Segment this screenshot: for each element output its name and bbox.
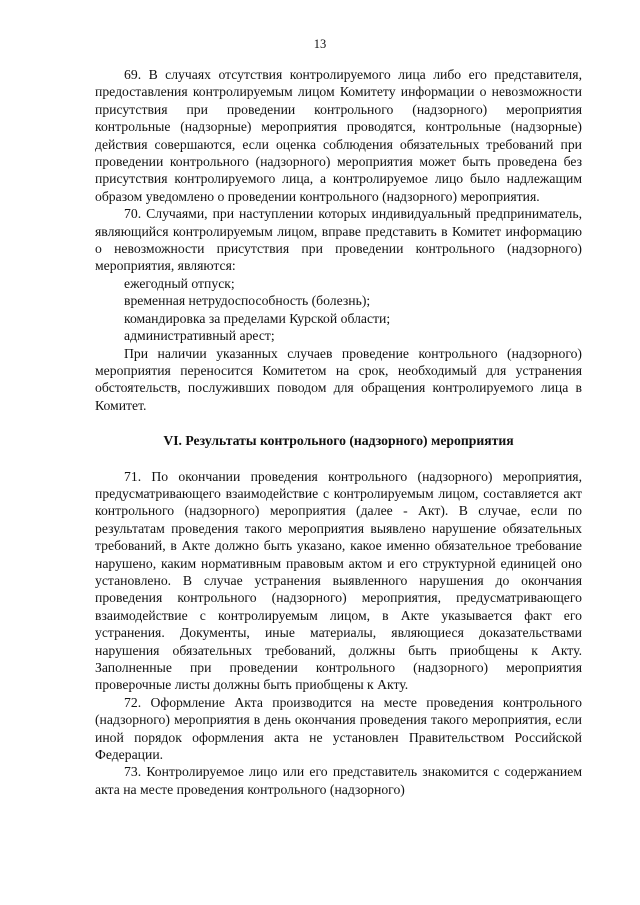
- paragraph-69: 69. В случаях отсутствия контролируемого лица либо его представителя, предоставления контролируемым лицом Комитету информации о невозможности присутствия при проведении контрольного (надзорного) мероприятия контрольные (надзорные) мероприятия проводятся, контрольные (надзорные) действия совершаются, если оценка соблюдения обязательных требований при проведении контрольного (надзорного) мероприятия может быть проведена без присутствия контролируемого лица, а контролируемое лицо было надлежащим образом уведомлено о проведении контрольного (надзорного) мероприятия.: [95, 67, 582, 204]
- list-item-arrest: административный арест;: [124, 328, 275, 344]
- section-heading: VI. Результаты контрольного (надзорного) мероприятия: [163, 433, 514, 449]
- page-number: 13: [313, 37, 327, 51]
- paragraph-70: 70. Случаями, при наступлении которых индивидуальный предприниматель, являющийся контролируемым лицом, вправе представить в Комитет информацию о невозможности присутствия при проведении контрольного (надзорного) мероприятия, являются:: [95, 206, 582, 274]
- paragraph-72: 72. Оформление Акта производится на месте проведения контрольного (надзорного) мероприятия в день окончания проведения такого мероприятия, если иной порядок оформления акта не установлен Правительством Российской Федерации.: [95, 694, 582, 763]
- paragraph-71: 71. По окончании проведения контрольного (надзорного) мероприятия, предусматривающего взаимодействие с контролируемым лицом, составляется акт контрольного (надзорного) мероприятия (далее - Акт). В случае, если по результатам проведения такого мероприятия выявлено нарушение обязательных требований, в Акте должно быть указано, какое именно обязательное требование нарушено, каким нормативным правовым актом и его структурной единицей оно установлено. В случае устранения выявленного нарушения до окончания проведения контрольного (надзорного) мероприятия, предусматривающего взаимодействие с контролируемым лицом, в Акте указывается факт его устранения. Документы, иные материалы, являющиеся доказательствами нарушения обязательных требований, должны быть приобщены к Акту. Заполненные при проведении контрольного (надзорного) мероприятия проверочные листы должны быть приобщены к Акту.: [95, 468, 582, 693]
- list-item-vacation: ежегодный отпуск;: [124, 275, 235, 291]
- list-item-business-trip: командировка за пределами Курской области;: [124, 310, 391, 326]
- paragraph-70-tail: При наличии указанных случаев проведение контрольного (надзорного) мероприятия переносится Комитетом на срок, необходимый для устранения обстоятельств, послуживших поводом для обращения контролируемого лица в Комитет.: [95, 345, 582, 413]
- document-body: [95, 66, 582, 798]
- paragraph-73: 73. Контролируемое лицо или его представитель знакомится с содержанием акта на месте проведения контрольного (надзорного): [95, 764, 582, 797]
- list-item-sick-leave: временная нетрудоспособность (болезнь);: [124, 293, 371, 309]
